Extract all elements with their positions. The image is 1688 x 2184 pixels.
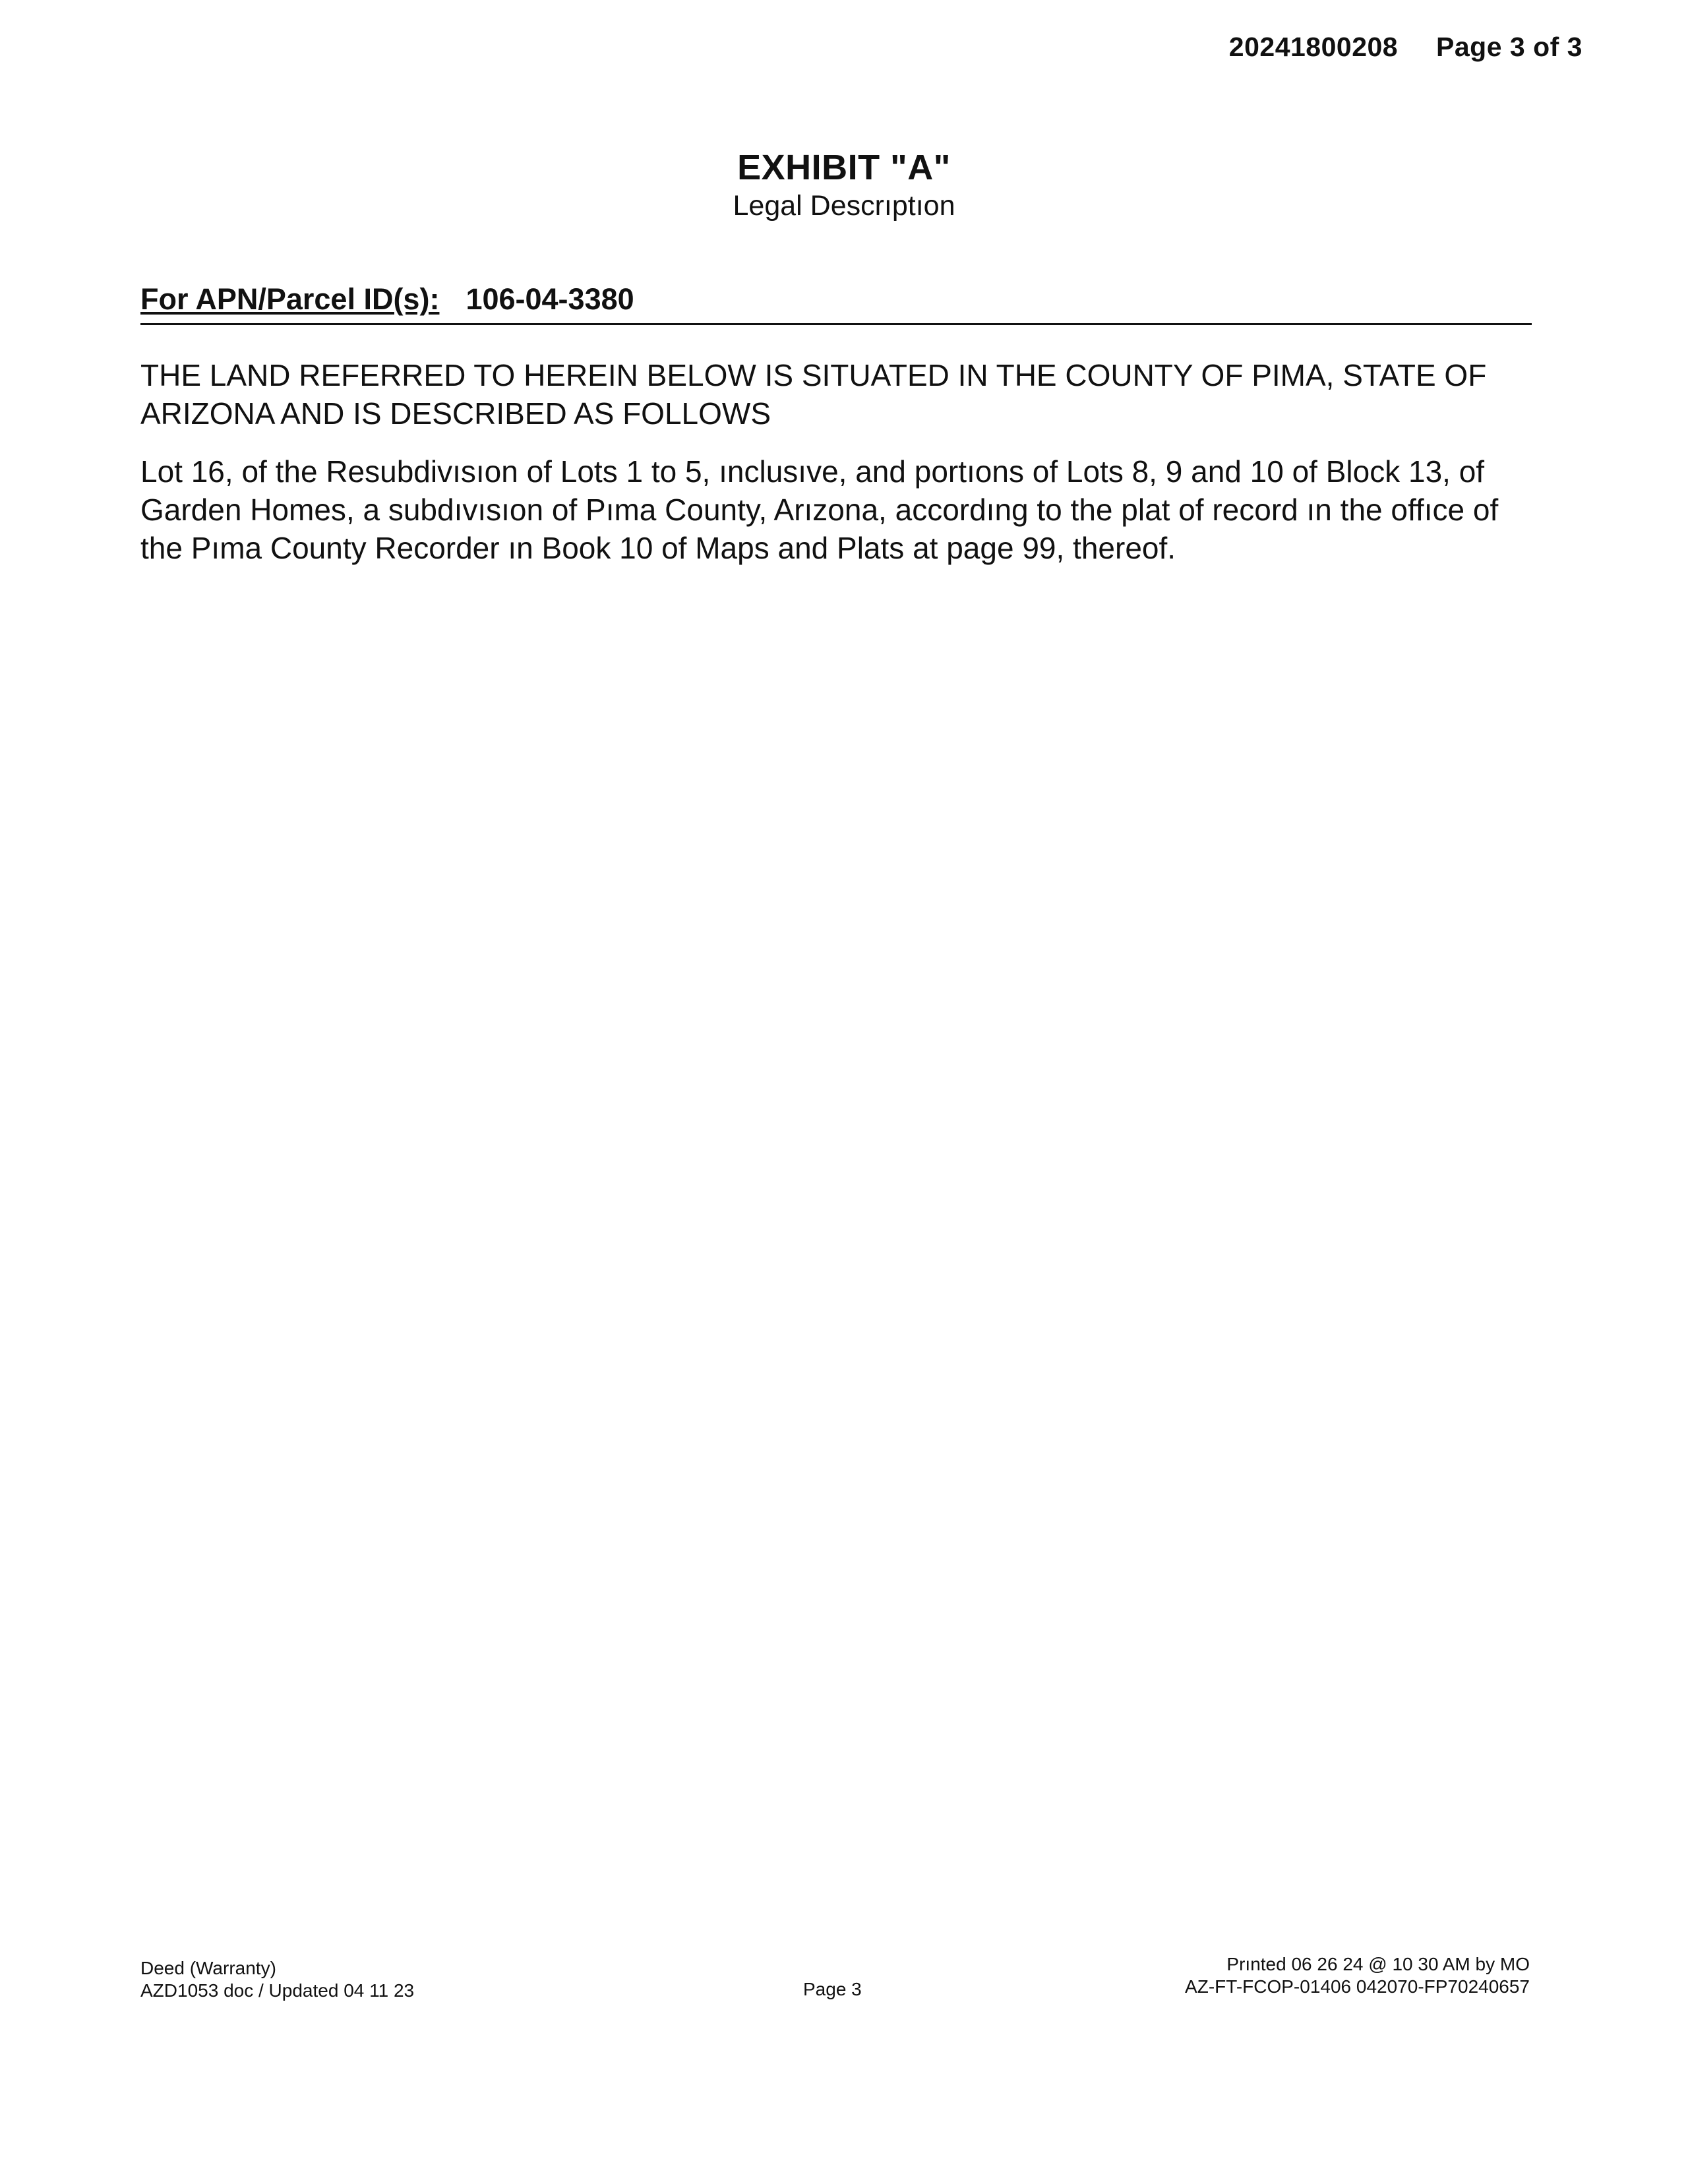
apn-label: For APN/Parcel ID(s): [140, 282, 440, 316]
legal-description: Lot 16, of the Resubdivısıon of Lots 1 to 5, ınclusıve, and portıons of Lots 8, 9 and 10 of Block 13, of Garden Homes, a subdıvısıon of Pıma County, Arızona, accordıng to the plat of record ın the offıce of the Pıma County Recorder ın Book 10 of Maps and Plats at page 99, thereof. [140, 454, 1499, 565]
footer-form-name: Deed (Warranty) [140, 1958, 276, 1978]
footer-printed-stamp: Prınted 06 26 24 @ 10 30 AM by MO [1226, 1954, 1530, 1974]
footer-print-info [1185, 1953, 1530, 1998]
apn-line [140, 277, 1532, 325]
footer-form-info [140, 1957, 414, 2002]
apn-value: 106-04-3380 [466, 282, 634, 316]
exhibit-title: EXHIBIT "A" [737, 148, 951, 187]
exhibit-heading [0, 146, 1688, 223]
document-number: 20241800208 [1228, 32, 1399, 62]
footer-page-number: Page 3 [803, 1979, 862, 1999]
footer-file-reference: AZ-FT-FCOP-01406 042070-FP70240657 [1185, 1976, 1530, 1997]
land-situation-statement: THE LAND REFERRED TO HEREIN BELOW IS SITUATED IN THE COUNTY OF PIMA, STATE OF ARIZONA AND IS DESCRIBED AS FOLLOWS [140, 358, 1487, 431]
footer-form-code: AZD1053 doc / Updated 04 11 23 [140, 1980, 415, 2001]
page-count: Page 3 of 3 [1436, 32, 1582, 62]
page-header [1229, 32, 1582, 63]
exhibit-subtitle: Legal Descrıptıon [733, 190, 955, 222]
